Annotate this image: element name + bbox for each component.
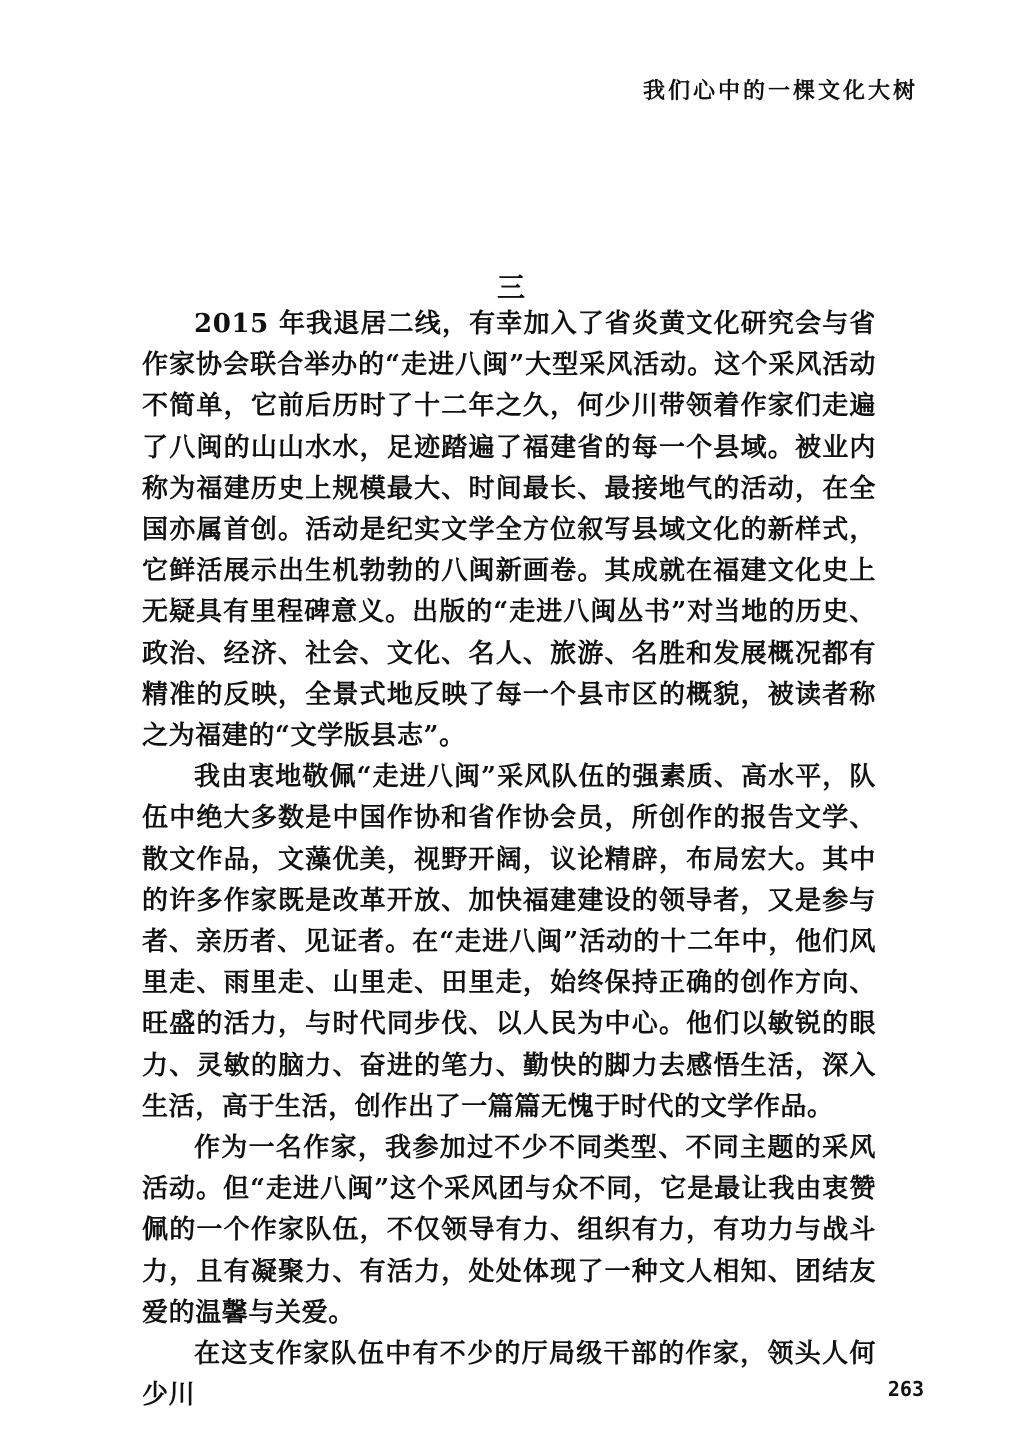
paragraph: 我由衷地敬佩“走进八闽”采风队伍的强素质、高水平，队伍中绝大多数是中国作协和省作协会员，所创作的报告文学、散文作品，文藻优美，视野开阔，议论精辟，布局宏大。其中的许多作家既是改革开放、加快福建建设的领导者，又是参与者、亲历者、见证者。在“走进八闽”活动的十二年中，他们风里走、雨里走、山里走、田里走，始终保持正确的创作方向、旺盛的活力，与时代同步伐、以人民为中心。他们以敏锐的眼力、灵敏的脑力、奋进的笔力、勤快的脚力去感悟生活，深入生活，高于生活，创作出了一篇篇无愧于时代的文学作品。 [142, 762, 876, 1122]
paragraph: 2015 年我退居二线，有幸加入了省炎黄文化研究会与省作家协会联合举办的“走进八闽”大型采风活动。这个采风活动不简单，它前后历时了十二年之久，何少川带领着作家们走遍了八闽的山山水水，足迹踏遍了福建省的每一个县域。被业内称为福建历史上规模最大、时间最长、最接地气的活动，在全国亦属首创。活动是纪实文学全方位叙写县域文化的新样式，它鲜活展示出生机勃勃的八闽新画卷。其成就在福建文化史上无疑具有里程碑意义。出版的“走进八闽丛书”对当地的历史、政治、经济、社会、文化、名人、旅游、名胜和发展概况都有精准的反映，全景式地反映了每一个县市区的概貌，被读者称之为福建的“文学版县志”。 [142, 309, 876, 752]
page-number: 263 [887, 1377, 924, 1401]
running-header-title: 我们心中的一棵文化大树 [642, 78, 918, 104]
body-text [142, 304, 876, 1416]
section-heading: 三 [496, 271, 525, 304]
paragraph: 在这支作家队伍中有不少的厅局级干部的作家，领头人何少川 [142, 1339, 876, 1411]
paragraph: 作为一名作家，我参加过不少不同类型、不同主题的采风活动。但“走进八闽”这个采风团与众不同，它是最让我由衷赞佩的一个作家队伍，不仅领导有力、组织有力，有功力与战斗力，且有凝聚力、有活力，处处体现了一种文人相知、团结友爱的温馨与关爱。 [142, 1133, 876, 1328]
